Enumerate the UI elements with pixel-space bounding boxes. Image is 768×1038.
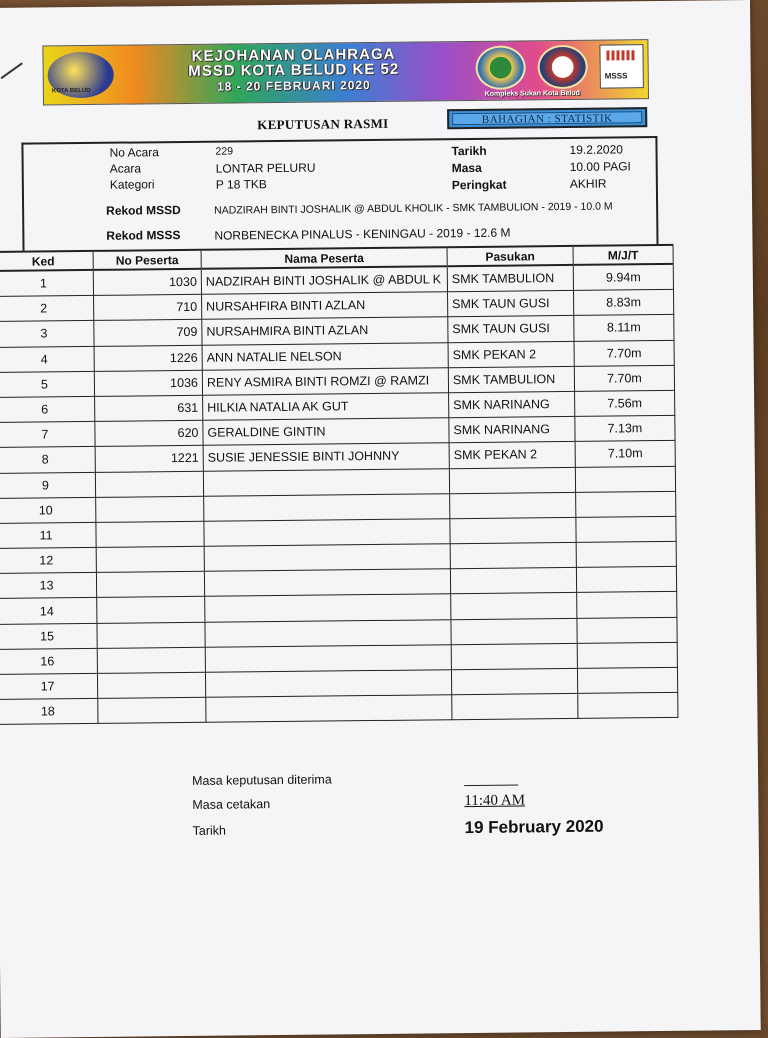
event-banner [42, 39, 649, 105]
masa-cetakan-value: 11:40 AM [464, 792, 526, 810]
pasukan-cell [451, 593, 577, 620]
nama-peserta-cell [204, 569, 450, 597]
pasukan-cell: SMK NARINANG [449, 391, 575, 418]
mjt-cell: 8.11m [574, 315, 674, 341]
nama-peserta-cell: NURSAHMIRA BINTI AZLAN [202, 317, 448, 345]
mjt-cell [577, 617, 677, 643]
nama-peserta-cell [206, 695, 452, 723]
mjt-cell [575, 466, 675, 492]
footer-tarikh-label: Tarikh [192, 823, 227, 838]
no-acara-label: No Acara [109, 145, 159, 160]
nama-peserta-cell: NURSAHFIRA BINTI AZLAN [202, 292, 448, 320]
no-peserta-cell [97, 647, 205, 673]
nama-peserta-cell [205, 594, 451, 622]
nama-peserta-cell [205, 619, 451, 647]
results-table [0, 244, 678, 725]
col-nama-header: Nama Peserta [201, 247, 447, 269]
mjt-cell: 7.70m [574, 365, 674, 391]
acara-label: Acara [109, 161, 142, 176]
tarikh-label: Tarikh [451, 143, 487, 159]
section-badge [447, 107, 647, 129]
nama-peserta-cell: NADZIRAH BINTI JOSHALIK @ ABDUL K [201, 266, 447, 294]
no-peserta-cell: 620 [95, 420, 203, 446]
msss-logo-text: MSSS [604, 71, 628, 81]
district-emblem-icon [475, 45, 525, 90]
no-peserta-cell [96, 496, 204, 522]
banner-dates: 18 - 20 FEBRUARI 2020 [216, 78, 371, 94]
ked-cell: 4 [0, 346, 94, 372]
ked-cell: 12 [0, 547, 96, 573]
ked-cell: 3 [0, 321, 94, 347]
ked-cell: 16 [0, 648, 97, 674]
school-emblem-icon [537, 45, 587, 90]
nama-peserta-cell [204, 519, 450, 547]
msss-logo-icon [599, 44, 643, 88]
no-acara-value: 229 [215, 145, 234, 158]
pasukan-cell: SMK TAUN GUSI [448, 316, 574, 343]
no-peserta-cell [97, 622, 205, 648]
mjt-cell: 7.10m [575, 441, 675, 467]
pasukan-cell [451, 618, 577, 645]
section-label: BAHAGIAN : STATISTIK [452, 111, 642, 125]
mjt-cell: 8.83m [573, 290, 673, 316]
rekod-msss-label: Rekod MSSS [106, 228, 181, 243]
ked-cell: 15 [0, 623, 97, 649]
peringkat-label: Peringkat [451, 177, 507, 193]
rekod-mssd-value: NADZIRAH BINTI JOSHALIK @ ABDUL KHOLIK - SMK TAMBULION - 2019 - 10.0 M [214, 200, 613, 217]
ked-cell: 9 [0, 472, 96, 498]
ked-cell: 17 [0, 673, 98, 699]
masa-label: Masa [451, 160, 482, 176]
col-pasukan-header: Pasukan [447, 246, 573, 266]
no-peserta-cell: 1221 [95, 446, 203, 472]
left-logo-text: KOTA BELUD [51, 87, 91, 95]
kategori-value: P 18 TKB [215, 177, 267, 192]
col-mjt-header: M/J/T [573, 245, 673, 265]
nama-peserta-cell: SUSIE JENESSIE BINTI JOHNNY [203, 443, 449, 471]
nama-peserta-cell: RENY ASMIRA BINTI ROMZI @ RAMZI [202, 367, 448, 395]
ked-cell: 14 [0, 598, 97, 624]
nama-peserta-cell [205, 670, 451, 698]
msss-bars-icon [606, 50, 636, 60]
no-peserta-cell: 1030 [93, 269, 201, 296]
no-peserta-cell: 709 [94, 320, 202, 346]
mjt-cell: 7.70m [574, 340, 674, 366]
ked-cell: 7 [0, 422, 95, 448]
no-peserta-cell [96, 521, 204, 547]
tarikh-value: 19.2.2020 [569, 142, 623, 157]
masa-diterima-label: Masa keputusan diterima [192, 772, 332, 788]
no-peserta-cell: 1036 [94, 370, 202, 396]
rekod-msss-value: NORBENECKA PINALUS - KENINGAU - 2019 - 12.6 M [214, 225, 511, 243]
rekod-mssd-label: Rekod MSSD [106, 203, 181, 218]
mjt-cell: 7.13m [575, 415, 675, 441]
nama-peserta-cell [204, 544, 450, 572]
pen-mark [1, 62, 23, 79]
ked-cell: 18 [0, 699, 98, 725]
pasukan-cell [449, 467, 575, 494]
nama-peserta-cell: GERALDINE GINTIN [203, 418, 449, 446]
pasukan-cell: SMK PEKAN 2 [449, 442, 575, 469]
col-ked-header: Ked [0, 251, 93, 271]
ked-cell: 1 [0, 270, 94, 297]
pasukan-cell: SMK NARINANG [449, 417, 575, 444]
banner-title-line1: KEJOHANAN OLAHRAGA [191, 45, 396, 65]
pasukan-cell: SMK PEKAN 2 [448, 341, 574, 368]
ked-cell: 13 [0, 573, 97, 599]
no-peserta-cell [96, 546, 204, 572]
pasukan-cell [450, 542, 576, 569]
masa-diterima-blank [464, 785, 518, 787]
no-peserta-cell: 1226 [94, 345, 202, 371]
pasukan-cell [450, 517, 576, 544]
mjt-cell: 9.94m [573, 264, 673, 291]
mjt-cell [577, 667, 677, 693]
mjt-cell [577, 642, 677, 668]
acara-value: LONTAR PELURU [215, 160, 316, 176]
mjt-cell [577, 592, 677, 618]
mjt-cell [578, 693, 678, 719]
footer-tarikh-value: 19 February 2020 [464, 816, 604, 838]
nama-peserta-cell [205, 645, 451, 673]
ked-cell: 6 [0, 396, 95, 422]
pasukan-cell: SMK TAUN GUSI [447, 291, 573, 318]
nama-peserta-cell: ANN NATALIE NELSON [202, 342, 448, 370]
masa-value: 10.00 PAGI [569, 159, 631, 174]
banner-venue: Kompleks Sukan Kota Belud [484, 89, 580, 98]
banner-title-line2: MSSD KOTA BELUD KE 52 [188, 60, 400, 80]
mjt-cell: 7.56m [575, 390, 675, 416]
no-peserta-cell [96, 572, 204, 598]
masa-cetakan-label: Masa cetakan [192, 797, 271, 812]
pasukan-cell: SMK TAMBULION [448, 366, 574, 393]
ked-cell: 8 [0, 447, 95, 473]
nama-peserta-cell: HILKIA NATALIA AK GUT [203, 393, 449, 421]
col-no-peserta-header: No Peserta [93, 250, 201, 270]
pasukan-cell [450, 492, 576, 519]
mjt-cell [576, 567, 676, 593]
pasukan-cell [450, 568, 576, 595]
mjt-cell [576, 541, 676, 567]
pasukan-cell [451, 668, 577, 695]
no-peserta-cell [97, 672, 205, 698]
pasukan-cell [452, 694, 578, 721]
no-peserta-cell: 710 [94, 294, 202, 320]
no-peserta-cell [98, 697, 206, 723]
ked-cell: 11 [0, 522, 96, 548]
ked-cell: 10 [0, 497, 96, 523]
event-info-box [21, 136, 658, 251]
nama-peserta-cell [204, 493, 450, 521]
no-peserta-cell [95, 471, 203, 497]
document-title: KEPUTUSAN RASMI [257, 115, 389, 133]
mjt-cell [576, 516, 676, 542]
no-peserta-cell [97, 597, 205, 623]
mjt-cell [576, 491, 676, 517]
no-peserta-cell: 631 [95, 395, 203, 421]
pasukan-cell: SMK TAMBULION [447, 265, 573, 292]
ked-cell: 2 [0, 296, 94, 322]
pasukan-cell [451, 643, 577, 670]
kategori-label: Kategori [109, 177, 155, 192]
nama-peserta-cell [203, 468, 449, 496]
ked-cell: 5 [0, 371, 95, 397]
peringkat-value: AKHIR [569, 176, 607, 191]
